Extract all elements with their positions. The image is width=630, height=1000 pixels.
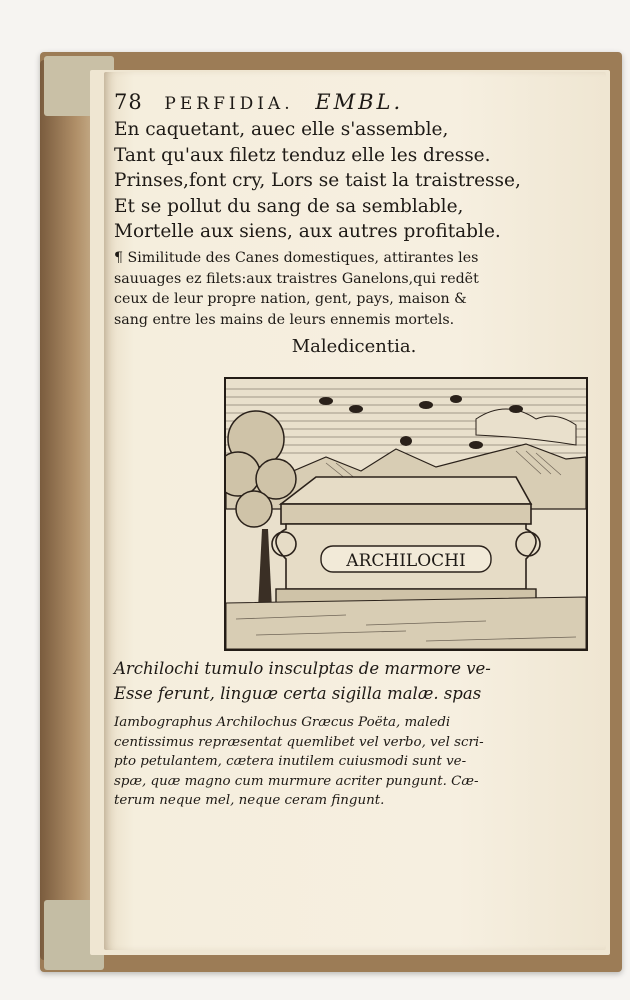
latin-prose-line: Iambographus Archilochus Græcus Poëta, maledi (114, 715, 451, 730)
latin-prose-line: spæ, quæ magno cum murmure acriter pungunt. Cæ- (114, 773, 479, 789)
running-title: PERFIDIA. (164, 94, 294, 114)
commentary-line: sang entre les mains de leurs ennemis mortels. (114, 311, 455, 328)
running-section: EMBL. (315, 90, 404, 114)
tomb-inscription: ARCHILOCHI (346, 551, 466, 571)
latin-prose-line: centissimus repræsentat quemlibet vel verbo, vel scri- (114, 734, 484, 750)
latin-verse-line: Archilochi tumulo insculptas de marmore ve- (114, 659, 491, 678)
verse-line: Tant qu'aux filetz tenduz elle les dresse. (114, 144, 491, 166)
verse-line: En caquetant, auec elle s'assemble, (114, 119, 449, 140)
latin-prose-line: terum neque mel, neque ceram fingunt. (114, 793, 385, 809)
running-head (114, 90, 594, 114)
french-commentary (114, 248, 594, 330)
emblem-motto: Maledicentia. (291, 336, 417, 357)
woodcut-illustration (224, 377, 588, 651)
catchword: spas (443, 684, 482, 703)
page-number: 78 (114, 90, 143, 114)
commentary-line: ceux de leur propre nation, gent, pays, maison & (114, 291, 467, 307)
latin-verse-line: Esse ferunt, linguæ certa sigilla malæ. spas (114, 684, 482, 703)
latin-prose-line: pto petulantem, cætera inutilem cuiusmodi sunt ve- (114, 754, 467, 770)
verse-line: Prinses,font cry, Lors se taist la traistresse, (114, 170, 521, 192)
french-verse (114, 117, 594, 245)
verse-line: Mortelle aux siens, aux autres profitable. (114, 221, 501, 243)
verse-line: Et se pollut du sang de sa semblable, (114, 195, 464, 217)
commentary-line: sauuages ez filets:aux traistres Ganelons,qui redẽt (114, 270, 479, 287)
commentary-line: ¶ Similitude des Canes domestiques, attirantes les (114, 250, 479, 266)
latin-commentary (114, 713, 594, 811)
latin-epigram (114, 656, 594, 706)
